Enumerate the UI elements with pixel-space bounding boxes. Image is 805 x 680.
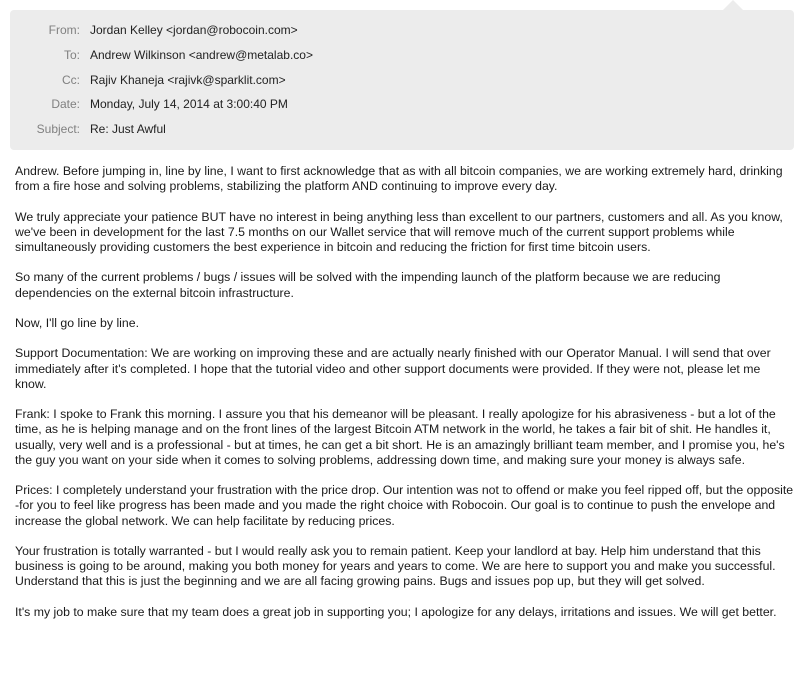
- date-row: [10, 94, 794, 114]
- to-value[interactable]: Andrew Wilkinson <andrew@metalab.co>: [90, 48, 313, 62]
- body-paragraph: Andrew. Before jumping in, line by line, I want to first acknowledge that as with all bitcoin companies, we are working extremely hard, drinking from a fire hose and solving problems, stabilizing the platform AND continuing to improve every day.: [15, 164, 783, 194]
- from-value[interactable]: Jordan Kelley <jordan@robocoin.com>: [90, 23, 298, 37]
- cc-row: [10, 70, 794, 90]
- email-header: [10, 10, 794, 150]
- body-paragraph: Support Documentation: We are working on improving these and are actually nearly finished with our Operator Manual. I will send that over immediately after it's completed. I hope that the tutorial video and other support documents were provided. If they were not, please let me know.: [15, 346, 771, 391]
- from-label: From:: [48, 23, 80, 37]
- subject-value: Re: Just Awful: [90, 122, 166, 136]
- body-paragraph: We truly appreciate your patience BUT have no interest in being anything less than excellent to our partners, customers and all. As you know, we've been in development for the last 7.5 months on our Wallet service that will remove much of the current support problems while simultaneously providing customers the best experience in bitcoin and reducing the friction for first time bitcoin users.: [15, 209, 783, 254]
- body-paragraph: So many of the current problems / bugs / issues will be solved with the impending launch of the platform because we are reducing dependencies on the external bitcoin infrastructure.: [15, 270, 721, 300]
- date-value: Monday, July 14, 2014 at 3:00:40 PM: [90, 97, 288, 111]
- subject-row: [10, 119, 794, 139]
- body-paragraph: Now, I'll go line by line.: [15, 315, 140, 330]
- cc-value[interactable]: Rajiv Khaneja <rajivk@sparklit.com>: [90, 73, 286, 87]
- cc-label: Cc:: [62, 73, 80, 87]
- from-row: [10, 20, 794, 40]
- to-row: [10, 45, 794, 65]
- email-body: [15, 164, 795, 635]
- body-paragraph: It's my job to make sure that my team does a great job in supporting you; I apologize for any delays, irritations and issues. We will get better.: [15, 604, 777, 619]
- body-paragraph: Prices: I completely understand your frustration with the price drop. Our intention was not to offend or make you feel ripped off, but the opposite -for you to feel like progress has been made and you made the right choice with Robocoin. Our goal is to continue to push the envelope and increase the global network. We can help facilitate by reducing prices.: [15, 483, 794, 528]
- subject-label: Subject:: [36, 122, 80, 136]
- body-paragraph: Frank: I spoke to Frank this morning. I assure you that his demeanor will be pleasant. I really apologize for his abrasiveness - but a lot of the time, as he is helping manage and on the front lines of the largest Bitcoin ATM network in the world, he takes a fair bit of shit. He handles it, usually, very well and is a professional - but at times, he can get a bit short. He is an amazingly brilliant team member, and I promise you, he's the guy you want on your side when it comes to solving problems, addressing down time, and making sure your money is always safe.: [15, 407, 785, 467]
- header-notch: [723, 0, 743, 10]
- body-paragraph: Your frustration is totally warranted - but I would really ask you to remain patient. Keep your landlord at bay. Help him understand that this business is going to be around, making you both money for years and years to come. We are here to support you and make you successful. Understand that this is just the beginning and we are all facing growing pains. Bugs and issues pop up, but they will get solved.: [15, 543, 776, 589]
- date-label: Date:: [51, 97, 80, 111]
- to-label: To:: [63, 48, 80, 62]
